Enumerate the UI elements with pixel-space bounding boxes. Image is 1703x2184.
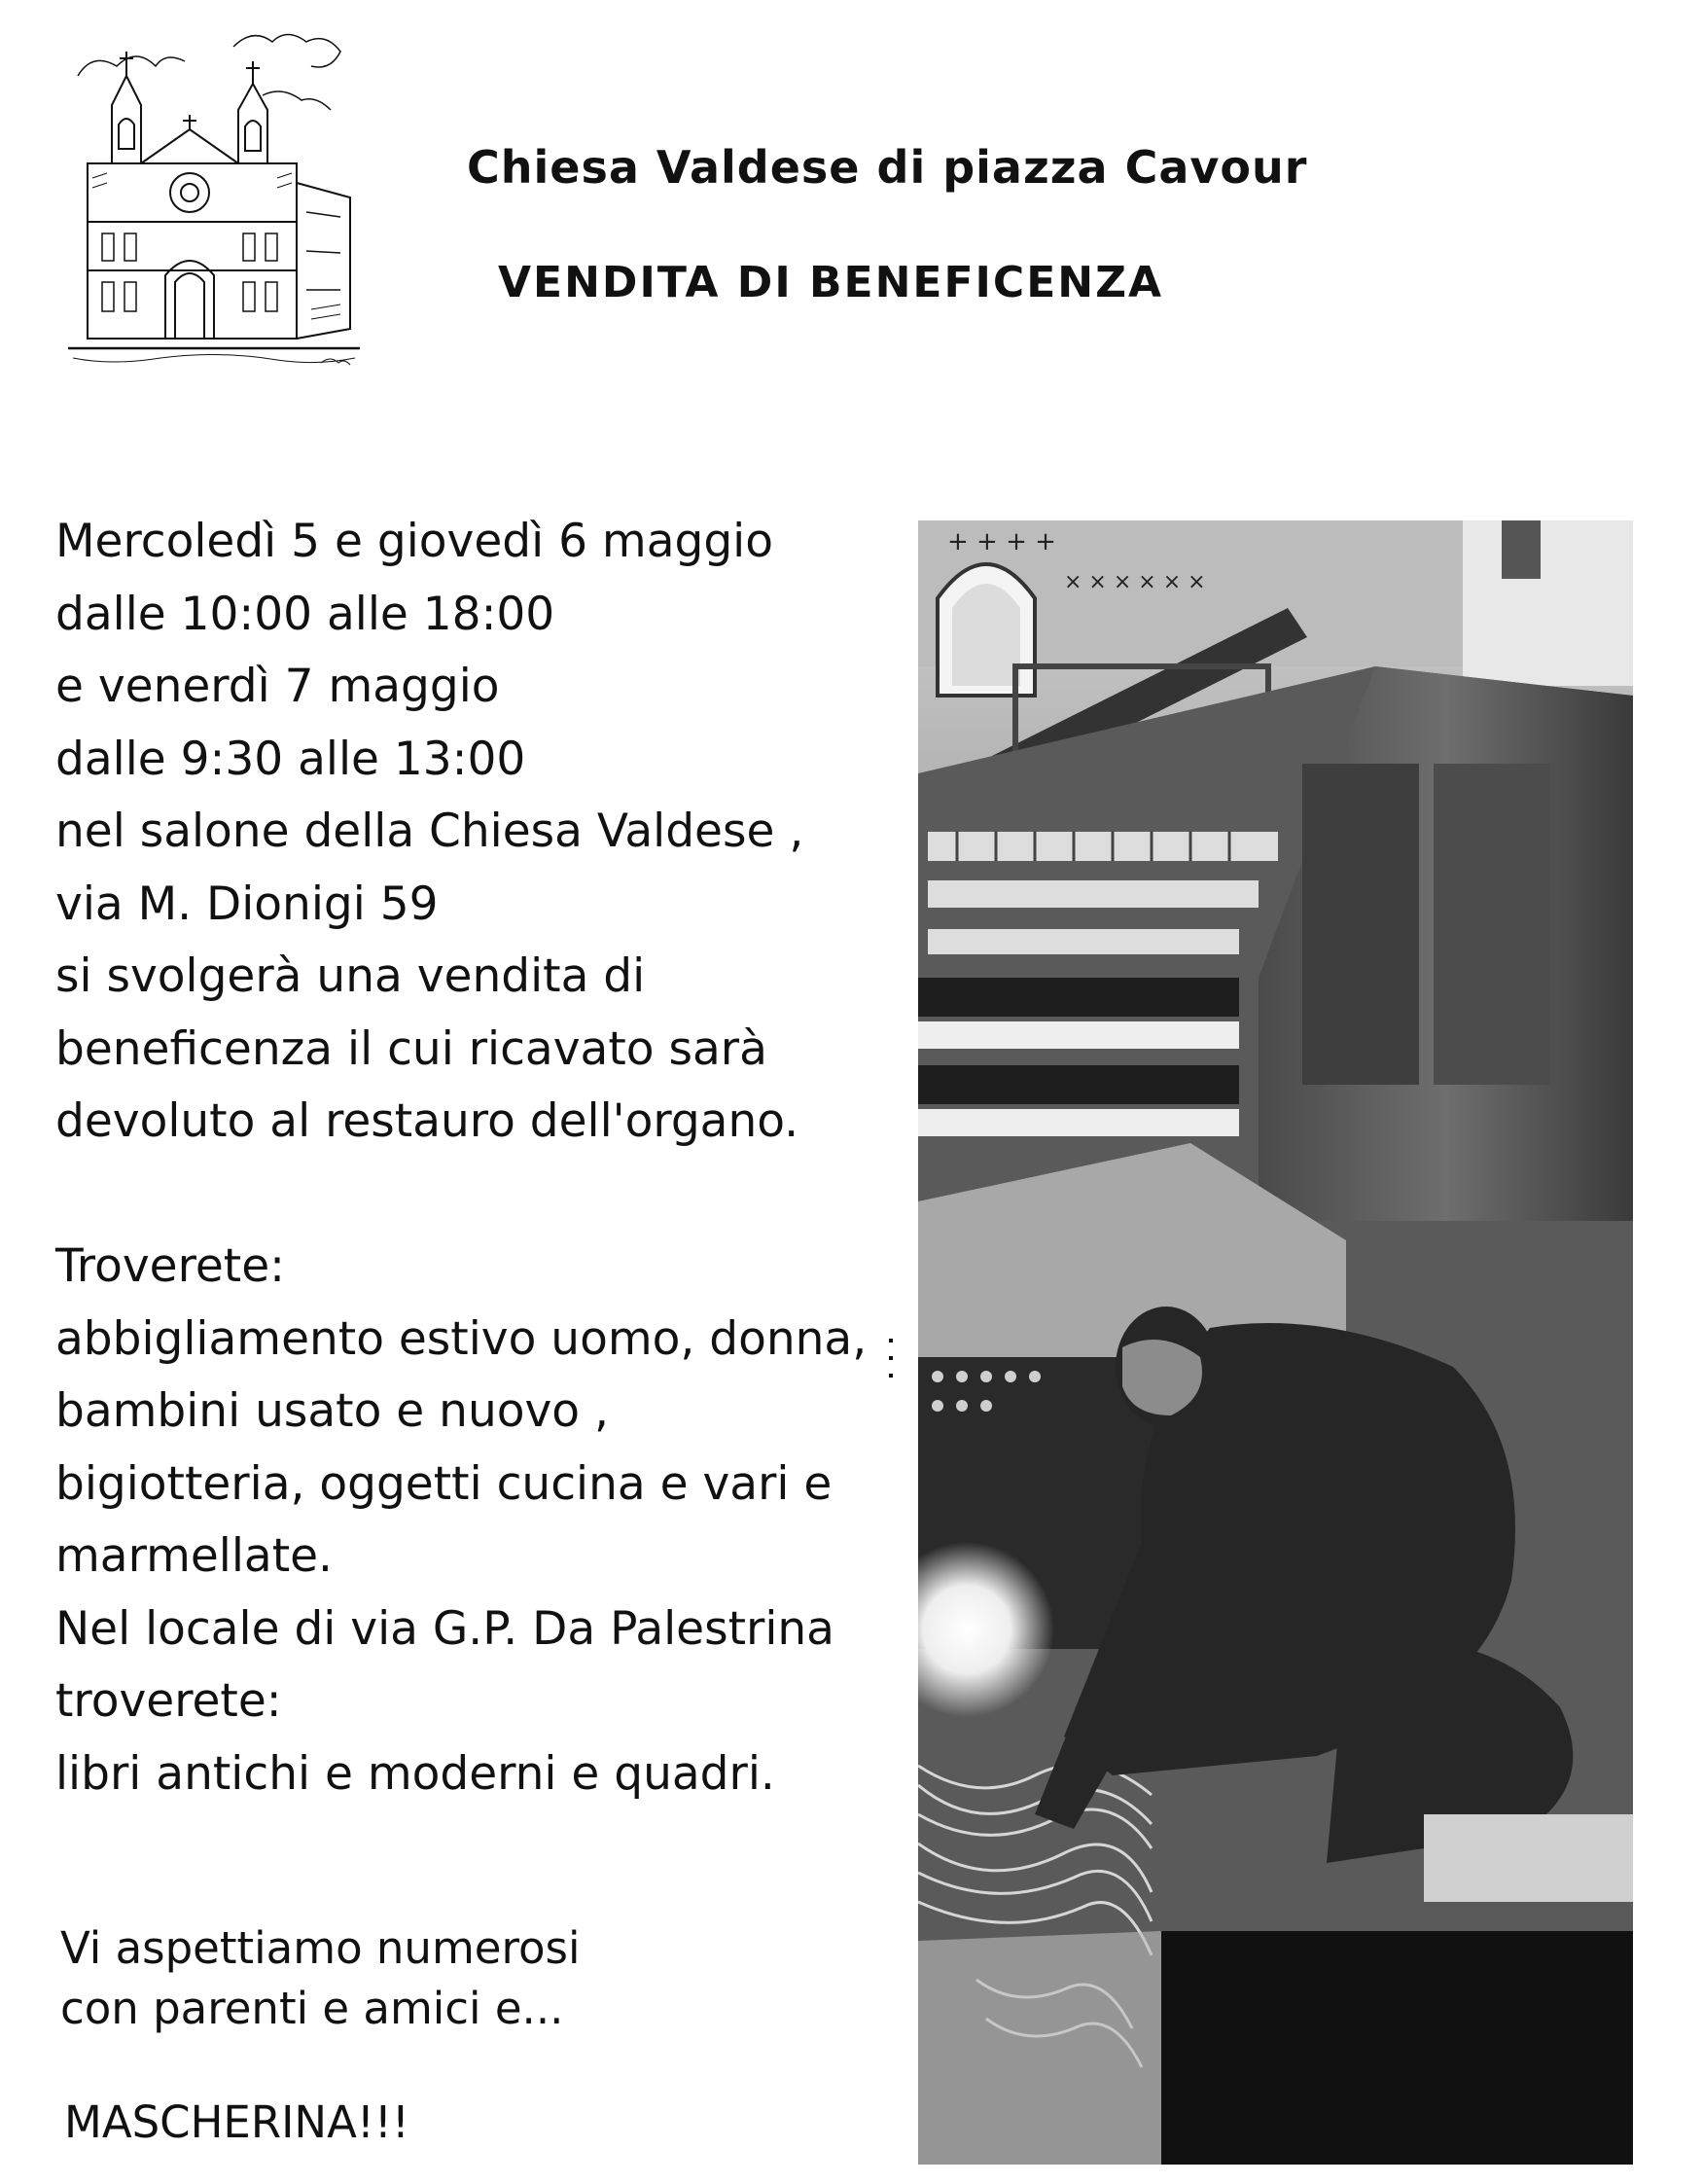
- items-line-3: bambini usato e nuovo ,: [55, 1384, 609, 1438]
- paragraph-gap: [55, 1159, 911, 1232]
- closing-line-2: con parenti e amici e...: [60, 1983, 564, 2034]
- items-line-2: abbigliamento estivo uomo, donna,: [55, 1311, 868, 1366]
- stray-dots-icon: [887, 1335, 895, 1383]
- svg-text:× × × × × ×: × × × × × ×: [1064, 570, 1206, 594]
- church-building-icon: [58, 18, 374, 377]
- details-line-5: nel salone della Chiesa Valdese ,: [55, 805, 804, 858]
- items-line-1: Troverete:: [55, 1239, 285, 1293]
- details-line-1: Mercoledì 5 e giovedì 6 maggio: [55, 515, 773, 568]
- items-line-7: troverete:: [55, 1674, 282, 1728]
- details-line-7: si svolgerà una vendita di: [55, 949, 646, 1003]
- details-line-2: dalle 10:00 alle 18:00: [55, 587, 555, 641]
- event-title: VENDITA DI BENEFICENZA: [498, 258, 1164, 307]
- closing-line-1: Vi aspettiamo numerosi: [60, 1922, 581, 1974]
- items-line-6: Nel locale di via G.P. Da Palestrina: [55, 1601, 834, 1656]
- svg-text:+ + + +: + + + +: [947, 527, 1056, 556]
- details-line-3: e venerdì 7 maggio: [55, 660, 500, 713]
- items-line-4: bigiotteria, oggetti cucina e vari e: [55, 1456, 833, 1511]
- announcement-body: [55, 506, 911, 1810]
- details-line-6: via M. Dionigi 59: [55, 877, 439, 931]
- details-line-4: dalle 9:30 alle 13:00: [55, 732, 526, 786]
- closing-invitation: [60, 1918, 580, 2039]
- items-line-5: marmellate.: [55, 1529, 333, 1583]
- details-line-8: beneficenza il cui ricavato sarà: [55, 1021, 767, 1076]
- organist-repairing-organ-photo: [918, 520, 1633, 2165]
- details-line-9: devoluto al restauro dell'organo.: [55, 1094, 799, 1148]
- items-line-8: libri antichi e moderni e quadri.: [55, 1746, 775, 1801]
- church-name: Chiesa Valdese di piazza Cavour: [467, 141, 1308, 194]
- mask-callout: MASCHERINA!!!: [64, 2096, 409, 2148]
